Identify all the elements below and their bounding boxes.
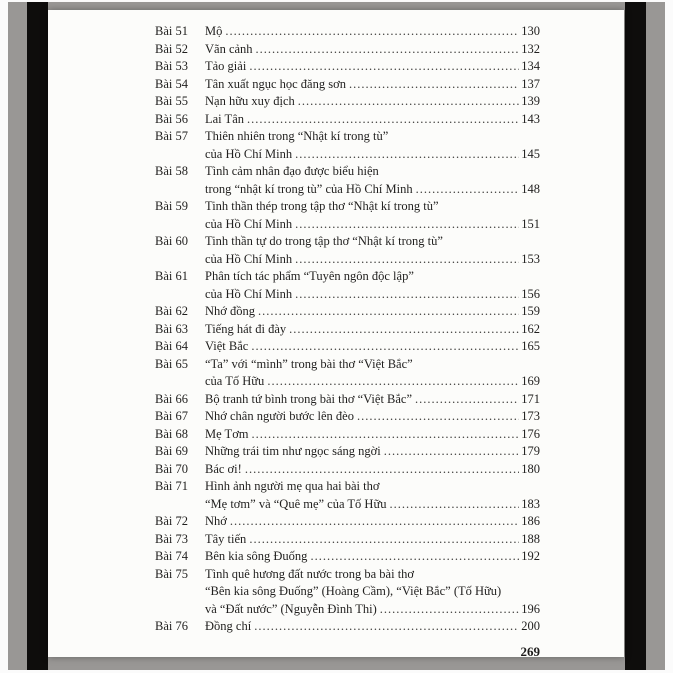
toc-entry-title: của Hồ Chí Minh bbox=[205, 146, 293, 161]
toc-entry bbox=[155, 513, 540, 531]
toc-entry-title: Vãn cảnh bbox=[205, 41, 253, 56]
toc-entry-line bbox=[205, 58, 540, 76]
toc-entry bbox=[155, 548, 540, 566]
toc-entry-number: Bài 62 bbox=[155, 304, 188, 318]
toc-entry-title: Bên kia sông Đuống bbox=[205, 549, 308, 563]
toc-entry-title: Nhớ đồng bbox=[205, 304, 256, 318]
toc-entry bbox=[155, 268, 540, 303]
toc-entry bbox=[155, 478, 540, 513]
toc-entry-line bbox=[205, 321, 540, 339]
dot-leader bbox=[380, 601, 519, 619]
toc-entry-page: 137 bbox=[521, 76, 540, 91]
toc-entry-page: 183 bbox=[521, 496, 540, 511]
toc-entry-page: 188 bbox=[521, 531, 540, 546]
toc-entry-title: Thiên nhiên trong “Nhật kí trong tù” bbox=[205, 129, 389, 143]
toc-entry-page: 162 bbox=[521, 321, 540, 336]
toc-entry-body bbox=[205, 23, 540, 41]
toc-entry-number: Bài 75 bbox=[155, 566, 188, 581]
dot-leader bbox=[295, 146, 519, 164]
toc-entry-line bbox=[205, 548, 540, 566]
toc-entry-number: Bài 52 bbox=[155, 41, 188, 56]
book-edge-right bbox=[625, 2, 646, 670]
toc-entry-page: 196 bbox=[521, 601, 540, 616]
toc-entry-body bbox=[205, 163, 540, 198]
dot-leader bbox=[295, 251, 519, 269]
toc-entry bbox=[155, 303, 540, 321]
toc-entry bbox=[155, 531, 540, 549]
toc-entry-title: Tân xuất ngục học đăng sơn bbox=[205, 76, 346, 91]
toc-entry-title: của Hồ Chí Minh bbox=[205, 216, 293, 231]
dot-leader bbox=[357, 408, 519, 426]
toc-entry-page: 151 bbox=[521, 216, 540, 231]
toc-entry-line bbox=[205, 146, 540, 164]
toc-entry-title: của Hồ Chí Minh bbox=[205, 251, 293, 266]
toc-entry-body bbox=[205, 566, 540, 619]
toc-entry-number: Bài 58 bbox=[155, 164, 188, 178]
toc-entry bbox=[155, 338, 540, 356]
dot-leader bbox=[349, 76, 519, 94]
book-page bbox=[48, 10, 624, 657]
toc-entry-body bbox=[205, 548, 540, 566]
toc-entry bbox=[155, 41, 540, 59]
toc-entry-number: Bài 71 bbox=[155, 479, 188, 493]
toc-entry-number: Bài 72 bbox=[155, 514, 188, 528]
toc-entry-title: Nhớ bbox=[205, 514, 227, 528]
toc-entry-body bbox=[205, 531, 540, 549]
toc-entry-title: “Bên kia sông Đuống” (Hoàng Cầm), “Việt Bắc” (Tố Hữu) bbox=[205, 584, 502, 598]
toc-entry-page: 192 bbox=[521, 549, 540, 563]
toc-entry-title: “Ta” với “mình” trong bài thơ “Việt Bắc” bbox=[205, 356, 413, 371]
toc-entry bbox=[155, 76, 540, 94]
toc-entry-title: Bác ơi! bbox=[205, 461, 242, 476]
toc-entry-number: Bài 67 bbox=[155, 409, 188, 423]
dot-leader bbox=[254, 618, 519, 636]
toc-entry-body bbox=[205, 76, 540, 94]
toc-entry-line bbox=[205, 233, 540, 251]
dot-leader bbox=[249, 58, 519, 76]
toc-entry bbox=[155, 321, 540, 339]
toc-entry-body bbox=[205, 618, 540, 636]
dot-leader bbox=[245, 461, 519, 479]
toc-entry-body bbox=[205, 58, 540, 76]
toc-entry bbox=[155, 443, 540, 461]
toc-entry-body bbox=[205, 268, 540, 303]
toc-entry-line bbox=[205, 391, 540, 409]
dot-leader bbox=[252, 426, 520, 444]
toc-entry-line bbox=[205, 251, 540, 269]
toc-entry-title: Tinh thần thép trong tập thơ “Nhật kí trong tù” bbox=[205, 199, 439, 213]
toc-entry-line bbox=[205, 373, 540, 391]
toc-entry-line bbox=[205, 216, 540, 234]
toc-entry-title: Mẹ Tơm bbox=[205, 426, 249, 441]
toc-entry-body bbox=[205, 303, 540, 321]
toc-entry-body bbox=[205, 198, 540, 233]
toc-entry-title: “Mẹ tơm” và “Quê mẹ” của Tố Hữu bbox=[205, 496, 387, 511]
toc-entry-number: Bài 68 bbox=[155, 426, 188, 441]
toc-entry bbox=[155, 128, 540, 163]
toc-entry-title: Việt Bắc bbox=[205, 339, 249, 353]
dot-leader bbox=[289, 321, 519, 339]
toc-entry-page: 143 bbox=[521, 111, 540, 126]
toc-entry-page: 180 bbox=[521, 461, 540, 476]
dot-leader bbox=[225, 23, 519, 41]
toc-entry-line bbox=[205, 286, 540, 304]
toc-entry-line bbox=[205, 531, 540, 549]
toc-entry-line bbox=[205, 181, 540, 199]
toc-entry-number: Bài 61 bbox=[155, 269, 188, 283]
toc-entry-number: Bài 53 bbox=[155, 59, 188, 73]
dot-leader bbox=[295, 216, 519, 234]
toc-entry-page: 179 bbox=[521, 444, 540, 458]
toc-entry-page: 153 bbox=[521, 251, 540, 266]
table-of-contents bbox=[48, 10, 624, 660]
dot-leader bbox=[249, 531, 519, 549]
toc-entry-body bbox=[205, 478, 540, 513]
toc-entry-line bbox=[205, 566, 540, 584]
toc-entry-line bbox=[205, 268, 540, 286]
toc-entry-page: 139 bbox=[521, 94, 540, 108]
dot-leader bbox=[230, 513, 519, 531]
toc-entry-page: 130 bbox=[521, 24, 540, 38]
toc-entry-number: Bài 69 bbox=[155, 444, 188, 458]
toc-entry-number: Bài 65 bbox=[155, 356, 188, 371]
toc-entry-line bbox=[205, 303, 540, 321]
toc-entry-body bbox=[205, 461, 540, 479]
toc-entry-number: Bài 54 bbox=[155, 76, 188, 91]
toc-entry-number: Bài 70 bbox=[155, 461, 188, 476]
toc-entry bbox=[155, 58, 540, 76]
toc-entry-number: Bài 60 bbox=[155, 234, 188, 248]
toc-entry-line bbox=[205, 583, 540, 601]
toc-entry-body bbox=[205, 356, 540, 391]
page-folio: 269 bbox=[520, 643, 540, 659]
toc-entry-title: Nạn hữu xuy địch bbox=[205, 94, 295, 108]
toc-entry-title: Lai Tân bbox=[205, 111, 244, 126]
toc-entry-line bbox=[205, 426, 540, 444]
toc-entry-page: 186 bbox=[521, 514, 540, 528]
toc-entry-line bbox=[205, 356, 540, 374]
toc-entry-body bbox=[205, 513, 540, 531]
toc-entry-page: 134 bbox=[521, 59, 540, 73]
toc-entry-title: trong “nhật kí trong tù” của Hồ Chí Minh bbox=[205, 181, 413, 196]
toc-entry-page: 176 bbox=[521, 426, 540, 441]
dot-leader bbox=[298, 93, 520, 111]
toc-entry bbox=[155, 198, 540, 233]
toc-entry bbox=[155, 163, 540, 198]
toc-entry-title: Phân tích tác phẩm “Tuyên ngôn độc lập” bbox=[205, 269, 414, 283]
toc-entry-title: Tinh thần tự do trong tập thơ “Nhật kí trong tù” bbox=[205, 234, 443, 248]
toc-entry-number: Bài 64 bbox=[155, 339, 188, 353]
dot-leader bbox=[247, 111, 519, 129]
toc-entry-line bbox=[205, 408, 540, 426]
toc-entry-page: 171 bbox=[521, 391, 540, 406]
toc-entry-line bbox=[205, 76, 540, 94]
dot-leader bbox=[295, 286, 519, 304]
toc-entry-number: Bài 59 bbox=[155, 199, 188, 213]
toc-entry bbox=[155, 566, 540, 619]
toc-entry-page: 132 bbox=[521, 41, 540, 56]
toc-entry-body bbox=[205, 391, 540, 409]
toc-entry-title: của Tố Hữu bbox=[205, 374, 265, 388]
toc-entry-line bbox=[205, 618, 540, 636]
toc-entry bbox=[155, 461, 540, 479]
toc-entry bbox=[155, 111, 540, 129]
book-edge-left bbox=[27, 2, 48, 670]
toc-entry-title: Tây tiến bbox=[205, 531, 247, 546]
toc-entry bbox=[155, 233, 540, 268]
dot-leader bbox=[258, 303, 519, 321]
toc-entry-line bbox=[205, 41, 540, 59]
toc-entry-title: Mộ bbox=[205, 24, 223, 38]
toc-entry-title: Tiếng hát đi đày bbox=[205, 321, 287, 336]
toc-entry-line bbox=[205, 93, 540, 111]
toc-entry-title: Bộ tranh tứ bình trong bài thơ “Việt Bắc” bbox=[205, 391, 413, 406]
toc-entry-page: 165 bbox=[521, 339, 540, 353]
dot-leader bbox=[310, 548, 519, 566]
dot-leader bbox=[384, 443, 520, 461]
toc-entry-body bbox=[205, 128, 540, 163]
dot-leader bbox=[416, 181, 520, 199]
toc-entry-line bbox=[205, 461, 540, 479]
toc-entry-line bbox=[205, 338, 540, 356]
toc-entry-line bbox=[205, 443, 540, 461]
photo-backdrop bbox=[8, 2, 665, 670]
toc-entry-body bbox=[205, 408, 540, 426]
toc-entry-title: Những trái tim như ngọc sáng ngời bbox=[205, 444, 381, 458]
toc-entry-number: Bài 73 bbox=[155, 531, 188, 546]
toc-entry bbox=[155, 23, 540, 41]
toc-entry-title: Hình ảnh người mẹ qua hai bài thơ bbox=[205, 479, 380, 493]
toc-entry-number: Bài 74 bbox=[155, 549, 188, 563]
toc-entry bbox=[155, 618, 540, 636]
toc-entry-line bbox=[205, 163, 540, 181]
dot-leader bbox=[267, 373, 519, 391]
toc-entry-body bbox=[205, 338, 540, 356]
toc-entry-number: Bài 57 bbox=[155, 129, 188, 143]
toc-entry-title: Tình cảm nhân đạo được biểu hiện bbox=[205, 164, 379, 178]
toc-entry-page: 200 bbox=[521, 619, 540, 633]
toc-entry-body bbox=[205, 233, 540, 268]
dot-leader bbox=[256, 41, 520, 59]
toc-entry-line bbox=[205, 513, 540, 531]
toc-entry-title: và “Đất nước” (Nguyễn Đình Thi) bbox=[205, 601, 377, 616]
toc-entry-body bbox=[205, 41, 540, 59]
toc-entry-number: Bài 56 bbox=[155, 111, 188, 126]
toc-entry-page: 173 bbox=[521, 409, 540, 423]
toc-entry-line bbox=[205, 23, 540, 41]
toc-entry-page: 159 bbox=[521, 304, 540, 318]
toc-entry-line bbox=[205, 601, 540, 619]
toc-entry bbox=[155, 391, 540, 409]
toc-entry-body bbox=[205, 321, 540, 339]
toc-entry bbox=[155, 93, 540, 111]
toc-entry-page: 156 bbox=[521, 286, 540, 301]
toc-entry-title: Đồng chí bbox=[205, 619, 252, 633]
toc-entry-page: 148 bbox=[521, 181, 540, 196]
toc-entry-number: Bài 51 bbox=[155, 24, 188, 38]
toc-entry-number: Bài 63 bbox=[155, 321, 188, 336]
toc-entry-title: của Hồ Chí Minh bbox=[205, 286, 293, 301]
toc-entry-number: Bài 76 bbox=[155, 619, 188, 633]
toc-entry bbox=[155, 408, 540, 426]
toc-entry-body bbox=[205, 93, 540, 111]
toc-entry-body bbox=[205, 426, 540, 444]
toc-entry-body bbox=[205, 111, 540, 129]
toc-entry-page: 169 bbox=[521, 374, 540, 388]
toc-entry-line bbox=[205, 111, 540, 129]
toc-list bbox=[155, 23, 540, 636]
toc-entry-page: 145 bbox=[521, 146, 540, 161]
dot-leader bbox=[390, 496, 520, 514]
toc-entry-line bbox=[205, 198, 540, 216]
toc-entry-line bbox=[205, 128, 540, 146]
toc-entry-number: Bài 55 bbox=[155, 94, 188, 108]
toc-entry bbox=[155, 356, 540, 391]
toc-entry-title: Tảo giải bbox=[205, 59, 247, 73]
toc-entry-line bbox=[205, 496, 540, 514]
toc-entry-number: Bài 66 bbox=[155, 391, 188, 406]
toc-entry bbox=[155, 426, 540, 444]
toc-entry-title: Nhớ chân người bước lên đèo bbox=[205, 409, 354, 423]
toc-entry-title: Tình quê hương đất nước trong ba bài thơ bbox=[205, 566, 415, 581]
dot-leader bbox=[415, 391, 519, 409]
toc-entry-body bbox=[205, 443, 540, 461]
dot-leader bbox=[251, 338, 519, 356]
toc-entry-line bbox=[205, 478, 540, 496]
